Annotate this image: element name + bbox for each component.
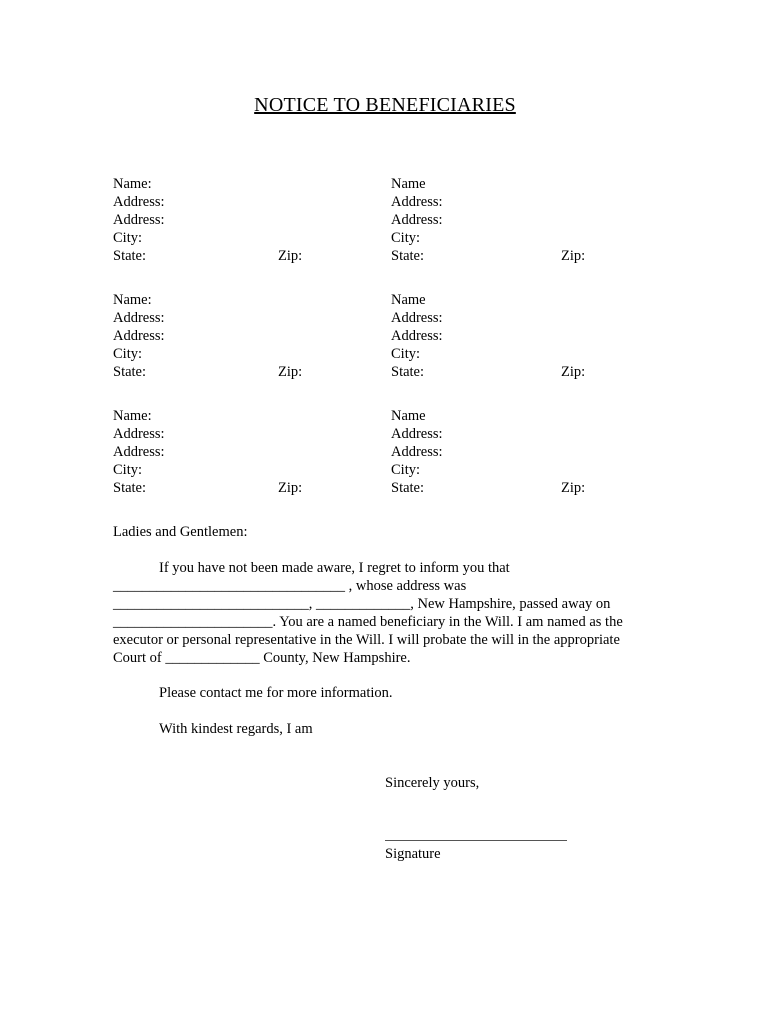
right-address1-label: Address:	[391, 194, 443, 210]
right-address2-label: Address:	[391, 444, 443, 460]
right-state-label: State:	[391, 364, 425, 380]
salutation: Ladies and Gentlemen:	[113, 524, 248, 540]
right-zip-label: Zip:	[561, 480, 586, 496]
right-zip-label: Zip:	[561, 364, 586, 380]
body-line-3: ___________________________, _____________, New Hampshire, passed away on	[113, 596, 611, 612]
left-address2-label: Address:	[113, 212, 165, 228]
right-address2-label: Address:	[391, 328, 443, 344]
contact-line: Please contact me for more information.	[159, 685, 393, 701]
right-city-label: City:	[391, 230, 421, 246]
left-city-label: City:	[113, 346, 143, 362]
left-zip-label: Zip:	[278, 480, 303, 496]
left-address1-label: Address:	[113, 426, 165, 442]
regards-line: With kindest regards, I am	[159, 721, 313, 737]
right-state-label: State:	[391, 480, 425, 496]
right-name-label: Name	[391, 408, 426, 424]
left-address1-label: Address:	[113, 310, 165, 326]
body-line-5: executor or personal representative in the Will. I will probate the will in the appropriate	[113, 632, 620, 648]
signature-line	[385, 840, 567, 841]
left-address1-label: Address:	[113, 194, 165, 210]
right-zip-label: Zip:	[561, 248, 586, 264]
signature-label: Signature	[385, 846, 441, 862]
right-state-label: State:	[391, 248, 425, 264]
left-city-label: City:	[113, 462, 143, 478]
body-line-2: ________________________________ , whose address was	[113, 578, 467, 594]
left-name-label: Name:	[113, 408, 152, 424]
right-city-label: City:	[391, 346, 421, 362]
left-city-label: City:	[113, 230, 143, 246]
right-address2-label: Address:	[391, 212, 443, 228]
right-city-label: City:	[391, 462, 421, 478]
left-name-label: Name:	[113, 176, 152, 192]
left-address2-label: Address:	[113, 328, 165, 344]
left-name-label: Name:	[113, 292, 152, 308]
body-line-6: Court of _____________ County, New Hampshire.	[113, 650, 411, 666]
body-line-4: ______________________. You are a named beneficiary in the Will. I am named as the	[113, 614, 623, 630]
left-state-label: State:	[113, 248, 147, 264]
right-address1-label: Address:	[391, 426, 443, 442]
right-address1-label: Address:	[391, 310, 443, 326]
left-zip-label: Zip:	[278, 248, 303, 264]
document-title: NOTICE TO BENEFICIARIES	[254, 94, 516, 116]
left-address2-label: Address:	[113, 444, 165, 460]
right-name-label: Name	[391, 176, 426, 192]
left-zip-label: Zip:	[278, 364, 303, 380]
body-line-1: If you have not been made aware, I regret to inform you that	[159, 560, 510, 576]
right-name-label: Name	[391, 292, 426, 308]
closing-line: Sincerely yours,	[385, 775, 480, 791]
left-state-label: State:	[113, 364, 147, 380]
left-state-label: State:	[113, 480, 147, 496]
